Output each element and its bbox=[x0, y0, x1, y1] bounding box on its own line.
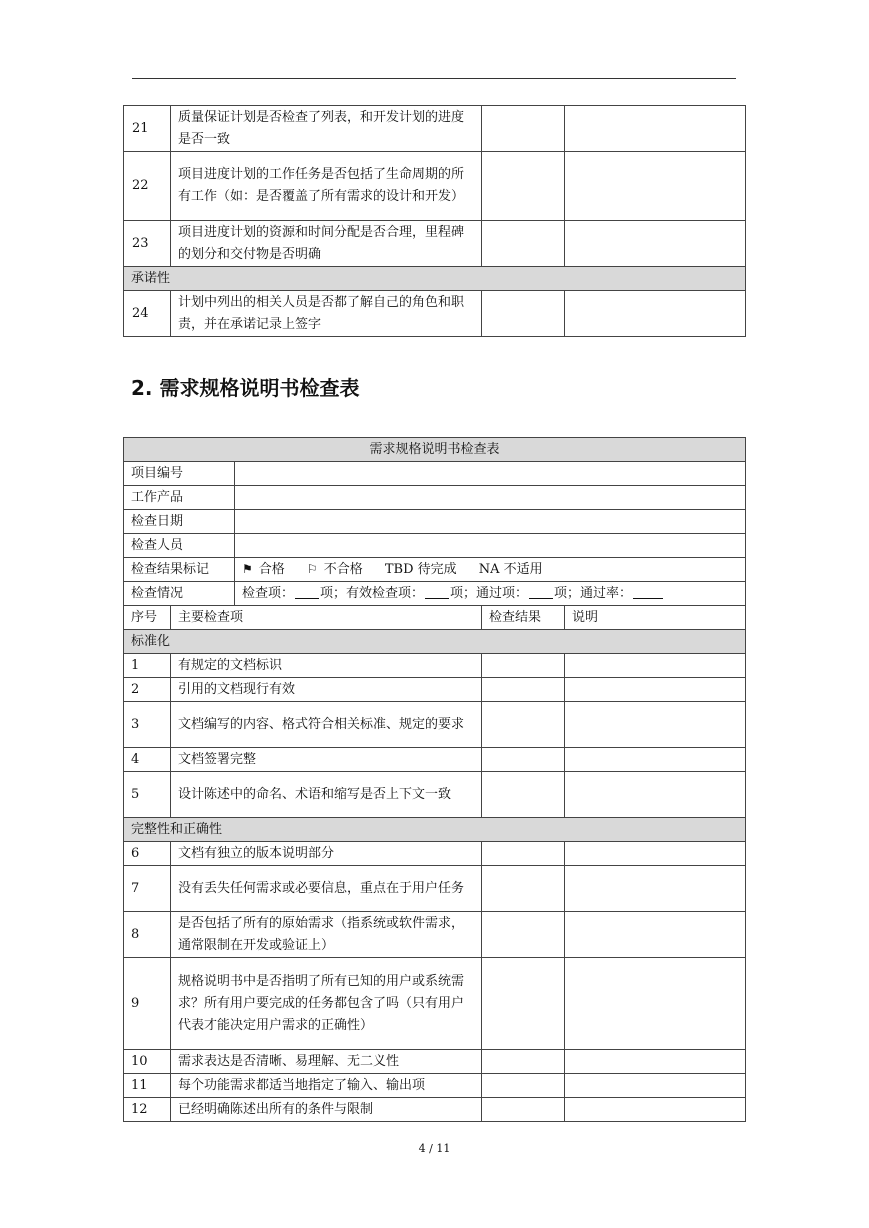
flag-outline-icon: ⚐ bbox=[306, 562, 318, 576]
field-label-work-product: 工作产品 bbox=[124, 486, 235, 510]
row-number: 21 bbox=[124, 106, 171, 152]
result-mark-legend bbox=[235, 558, 746, 582]
section-row bbox=[124, 267, 746, 291]
table-row bbox=[124, 748, 746, 772]
check-item-text: 文档有独立的版本说明部分 bbox=[171, 842, 482, 866]
note-cell[interactable] bbox=[565, 221, 746, 267]
section-heading: 2. 需求规格说明书检查表 bbox=[131, 376, 360, 400]
row-number: 23 bbox=[124, 221, 171, 267]
field-label-result-mark: 检查结果标记 bbox=[124, 558, 235, 582]
mark-tbd-label: TBD 待完成 bbox=[384, 562, 457, 577]
row-number: 5 bbox=[124, 772, 171, 818]
note-cell[interactable] bbox=[565, 1050, 746, 1074]
note-cell[interactable] bbox=[565, 654, 746, 678]
table-row bbox=[124, 772, 746, 818]
note-cell[interactable] bbox=[565, 842, 746, 866]
inspector-value[interactable] bbox=[235, 534, 746, 558]
section-row bbox=[124, 818, 746, 842]
status-pass-label: 项；通过项： bbox=[450, 585, 529, 601]
field-row bbox=[124, 462, 746, 486]
note-cell[interactable] bbox=[565, 748, 746, 772]
result-cell[interactable] bbox=[482, 1098, 565, 1122]
check-item-text: 是否包括了所有的原始需求（指系统或软件需求，通常限制在开发或验证上） bbox=[171, 912, 482, 958]
check-item-text: 已经明确陈述出所有的条件与限制 bbox=[171, 1098, 482, 1122]
check-item-text: 没有丢失任何需求或必要信息，重点在于用户任务 bbox=[171, 866, 482, 912]
row-number: 9 bbox=[124, 958, 171, 1050]
check-item-text: 质量保证计划是否检查了列表，和开发计划的进度是否一致 bbox=[171, 106, 482, 152]
row-number: 3 bbox=[124, 702, 171, 748]
requirements-checklist-table bbox=[123, 437, 746, 1122]
mark-pass-label: 合格 bbox=[258, 562, 285, 577]
column-header-row bbox=[124, 606, 746, 630]
row-number: 2 bbox=[124, 678, 171, 702]
check-item-text: 文档签署完整 bbox=[171, 748, 482, 772]
note-cell[interactable] bbox=[565, 152, 746, 221]
mark-fail-label: 不合格 bbox=[323, 562, 363, 577]
note-cell[interactable] bbox=[565, 678, 746, 702]
field-label-check-date: 检查日期 bbox=[124, 510, 235, 534]
table-row bbox=[124, 1098, 746, 1122]
column-header-item: 主要检查项 bbox=[171, 606, 482, 630]
result-cell[interactable] bbox=[482, 654, 565, 678]
result-cell[interactable] bbox=[482, 221, 565, 267]
result-cell[interactable] bbox=[482, 1050, 565, 1074]
table-row bbox=[124, 106, 746, 152]
check-item-text: 计划中列出的相关人员是否都了解自己的角色和职责，并在承诺记录上签字 bbox=[171, 291, 482, 337]
row-number: 22 bbox=[124, 152, 171, 221]
row-number: 7 bbox=[124, 866, 171, 912]
pass-rate-blank[interactable] bbox=[633, 584, 663, 599]
field-row bbox=[124, 558, 746, 582]
status-valid-label: 项；有效检查项： bbox=[320, 585, 425, 601]
result-cell[interactable] bbox=[482, 106, 565, 152]
check-item-text: 设计陈述中的命名、术语和缩写是否上下文一致 bbox=[171, 772, 482, 818]
table-row bbox=[124, 152, 746, 221]
field-row bbox=[124, 534, 746, 558]
section-title-commitment: 承诺性 bbox=[124, 267, 746, 291]
row-number: 1 bbox=[124, 654, 171, 678]
check-item-text: 每个功能需求都适当地指定了输入、输出项 bbox=[171, 1074, 482, 1098]
check-status-summary bbox=[235, 582, 746, 606]
table-row bbox=[124, 678, 746, 702]
note-cell[interactable] bbox=[565, 291, 746, 337]
status-items-label: 检查项： bbox=[242, 585, 295, 601]
work-product-value[interactable] bbox=[235, 486, 746, 510]
result-cell[interactable] bbox=[482, 152, 565, 221]
row-number: 11 bbox=[124, 1074, 171, 1098]
section-title-standard: 标准化 bbox=[124, 630, 746, 654]
table-row bbox=[124, 702, 746, 748]
note-cell[interactable] bbox=[565, 866, 746, 912]
header-rule bbox=[132, 78, 736, 79]
plan-checklist-table-continued bbox=[123, 105, 746, 337]
row-number: 10 bbox=[124, 1050, 171, 1074]
result-cell[interactable] bbox=[482, 772, 565, 818]
result-cell[interactable] bbox=[482, 678, 565, 702]
field-row bbox=[124, 486, 746, 510]
check-item-text: 规格说明书中是否指明了所有已知的用户或系统需求？所有用户要完成的任务都包含了吗（只有用户代表才能决定用户需求的正确性） bbox=[171, 958, 482, 1050]
table-row bbox=[124, 842, 746, 866]
table-title-row bbox=[124, 438, 746, 462]
section-title-completeness: 完整性和正确性 bbox=[124, 818, 746, 842]
field-row bbox=[124, 510, 746, 534]
table-title: 需求规格说明书检查表 bbox=[124, 438, 746, 462]
table-row bbox=[124, 1074, 746, 1098]
status-rate-label: 项；通过率： bbox=[554, 585, 633, 601]
section-row bbox=[124, 630, 746, 654]
note-cell[interactable] bbox=[565, 106, 746, 152]
items-count-blank[interactable] bbox=[295, 584, 319, 599]
note-cell[interactable] bbox=[565, 1074, 746, 1098]
column-header-seq: 序号 bbox=[124, 606, 171, 630]
column-header-result: 检查结果 bbox=[482, 606, 565, 630]
table-row bbox=[124, 958, 746, 1050]
check-item-text: 文档编写的内容、格式符合相关标准、规定的要求 bbox=[171, 702, 482, 748]
note-cell[interactable] bbox=[565, 702, 746, 748]
table-row bbox=[124, 221, 746, 267]
result-cell[interactable] bbox=[482, 912, 565, 958]
field-label-check-status: 检查情况 bbox=[124, 582, 235, 606]
row-number: 4 bbox=[124, 748, 171, 772]
field-label-inspector: 检查人员 bbox=[124, 534, 235, 558]
field-label-project-no: 项目编号 bbox=[124, 462, 235, 486]
row-number: 8 bbox=[124, 912, 171, 958]
result-cell[interactable] bbox=[482, 866, 565, 912]
check-item-text: 项目进度计划的工作任务是否包括了生命周期的所有工作（如：是否覆盖了所有需求的设计和开发） bbox=[171, 152, 482, 221]
result-cell[interactable] bbox=[482, 1074, 565, 1098]
field-row bbox=[124, 582, 746, 606]
note-cell[interactable] bbox=[565, 912, 746, 958]
page-number: 4 / 11 bbox=[418, 1142, 451, 1155]
pass-count-blank[interactable] bbox=[529, 584, 553, 599]
note-cell[interactable] bbox=[565, 772, 746, 818]
check-item-text: 引用的文档现行有效 bbox=[171, 678, 482, 702]
row-number: 24 bbox=[124, 291, 171, 337]
result-cell[interactable] bbox=[482, 702, 565, 748]
check-item-text: 有规定的文档标识 bbox=[171, 654, 482, 678]
column-header-note: 说明 bbox=[565, 606, 746, 630]
table-row bbox=[124, 866, 746, 912]
check-date-value[interactable] bbox=[235, 510, 746, 534]
note-cell[interactable] bbox=[565, 1098, 746, 1122]
result-cell[interactable] bbox=[482, 842, 565, 866]
note-cell[interactable] bbox=[565, 958, 746, 1050]
result-cell[interactable] bbox=[482, 748, 565, 772]
valid-count-blank[interactable] bbox=[425, 584, 449, 599]
row-number: 12 bbox=[124, 1098, 171, 1122]
check-item-text: 需求表达是否清晰、易理解、无二义性 bbox=[171, 1050, 482, 1074]
check-item-text: 项目进度计划的资源和时间分配是否合理，里程碑的划分和交付物是否明确 bbox=[171, 221, 482, 267]
mark-na-label: NA 不适用 bbox=[478, 562, 543, 577]
result-cell[interactable] bbox=[482, 958, 565, 1050]
table-row bbox=[124, 912, 746, 958]
project-no-value[interactable] bbox=[235, 462, 746, 486]
result-cell[interactable] bbox=[482, 291, 565, 337]
table-row bbox=[124, 291, 746, 337]
row-number: 6 bbox=[124, 842, 171, 866]
flag-filled-icon: ⚑ bbox=[242, 562, 253, 576]
table-row bbox=[124, 1050, 746, 1074]
table-row bbox=[124, 654, 746, 678]
